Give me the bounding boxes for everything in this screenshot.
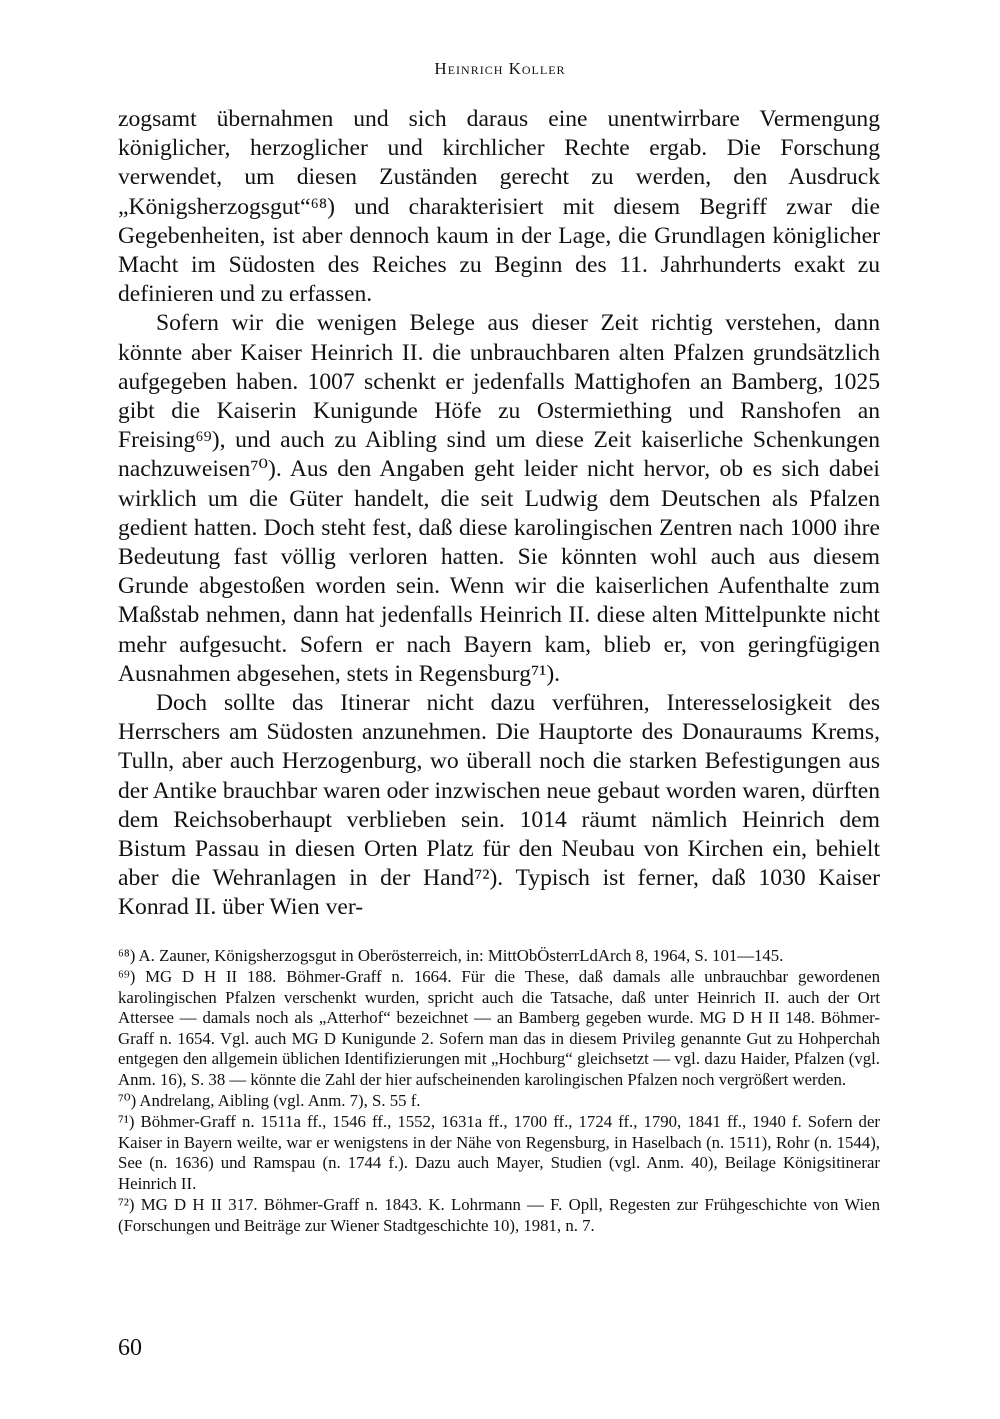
paragraph-2: Sofern wir die wenigen Belege aus dieser Zeit richtig verstehen, dann könnte aber Kaiser Heinrich II. die unbrauchbaren alten Pfalzen grundsätzlich aufgegeben haben. 1007 schenkt er jedenfalls Mattighofen an Bamberg, 1025 gibt die Kaiserin Kunigunde Höfe zu Ostermiething und Ranshofen an Freising⁶⁹), und auch zu Aibling sind um diese Zeit kaiserliche Schenkungen nachzuweisen⁷⁰). Aus den Angaben geht leider nicht hervor, ob es sich dabei wirklich um die Güter handelt, die seit Ludwig dem Deutschen als Pfalzen gedient hatten. Doch steht fest, daß diese karolingischen Zentren nach 1000 ihre Bedeutung fast völlig verloren hatten. Sie könnten wohl auch aus diesem Grunde abgestoßen worden sein. Wenn wir die kaiserlichen Aufenthalte zum Maßstab nehmen, dann hat jedenfalls Heinrich II. diese alten Mittelpunkte nicht mehr aufgesucht. Sofern er nach Bayern kam, blieb er, von geringfügigen Ausnahmen abgesehen, stets in Regensburg⁷¹). [118, 310, 880, 687]
footnote-68: ⁶⁸) A. Zauner, Königsherzogsgut in Oberösterreich, in: MittObÖsterrLdArch 8, 1964, S. 101—145. [118, 946, 784, 965]
footnotes [118, 946, 880, 1237]
running-header: Heinrich Koller [434, 59, 566, 78]
paragraph-1: zogsamt übernahmen und sich daraus eine unentwirrbare Vermengung königlicher, herzoglicher und kirchlicher Rechte ergab. Die Forschung verwendet, um diesen Zuständen gerecht zu werden, den Ausdruck „Königsherzogsgut“⁶⁸) und charakterisiert mit diesem Begriff zwar die Gegebenheiten, ist aber dennoch kaum in der Lage, die Grundlagen königlicher Macht im Südosten des Reiches zu Beginn des 11. Jahrhunderts exakt zu definieren und zu erfassen. [118, 106, 880, 308]
main-text [118, 105, 880, 923]
footnote-71: ⁷¹) Böhmer-Graff n. 1511a ff., 1546 ff., 1552, 1631a ff., 1700 ff., 1724 ff., 1790, 1841 ff., 1940 f. Sofern der Kaiser in Bayern weilte, war er wenigstens in der Nähe von Regensburg, in Haselbach (n. 1511), Rohr (n. 1544), See (n. 1636) und Ramspau (n. 1744 f.). Dazu auch Mayer, Studien (vgl. Anm. 40), Beilage Königsitinerar Heinrich II. [118, 1112, 880, 1194]
page-number: 60 [118, 1335, 142, 1361]
footnote-72: ⁷²) MG D H II 317. Böhmer-Graff n. 1843. K. Lohrmann — F. Opll, Regesten zur Frühgeschichte von Wien (Forschungen und Beiträge zur Wiener Stadtgeschichte 10), 1981, n. 7. [118, 1195, 880, 1235]
footnote-69: ⁶⁹) MG D H II 188. Böhmer-Graff n. 1664. Für die These, daß damals alle unbrauchbar gewordenen karolingischen Pfalzen verschenkt wurden, spricht auch die Tatsache, daß unter Heinrich II. auch der Ort Attersee — damals noch als „Atterhof“ bezeichnet — an Bamberg gegeben wurde. MG D H II 148. Böhmer-Graff n. 1654. Vgl. auch MG D Kunigunde 2. Sofern man das in diesem Privileg genannte Gut zu Hohperchah entgegen den allgemein üblichen Identifizierungen mit „Hochburg“ gleichsetzt — vgl. dazu Haider, Pfalzen (vgl. Anm. 16), S. 38 — könnte die Zahl der hier aufscheinenden karolingischen Pfalzen noch vergrößert werden. [118, 967, 880, 1090]
footnote-70: ⁷⁰) Andrelang, Aibling (vgl. Anm. 7), S. 55 f. [118, 1091, 421, 1111]
paragraph-3: Doch sollte das Itinerar nicht dazu verführen, Interesselosigkeit des Herrschers am Südosten anzunehmen. Die Hauptorte des Donauraums Krems, Tulln, aber auch Herzogenburg, wo überall noch die starken Befestigungen aus der Antike brauchbar waren oder inzwischen neue gebaut worden waren, dürften dem Reichsoberhaupt verblieben sein. 1014 räumt nämlich Heinrich dem Bistum Passau in diesen Orten Platz für den Neubau von Kirchen ein, behielt aber die Wehranlagen in der Hand⁷²). Typisch ist ferner, daß 1030 Kaiser Konrad II. über Wien ver- [118, 690, 880, 921]
